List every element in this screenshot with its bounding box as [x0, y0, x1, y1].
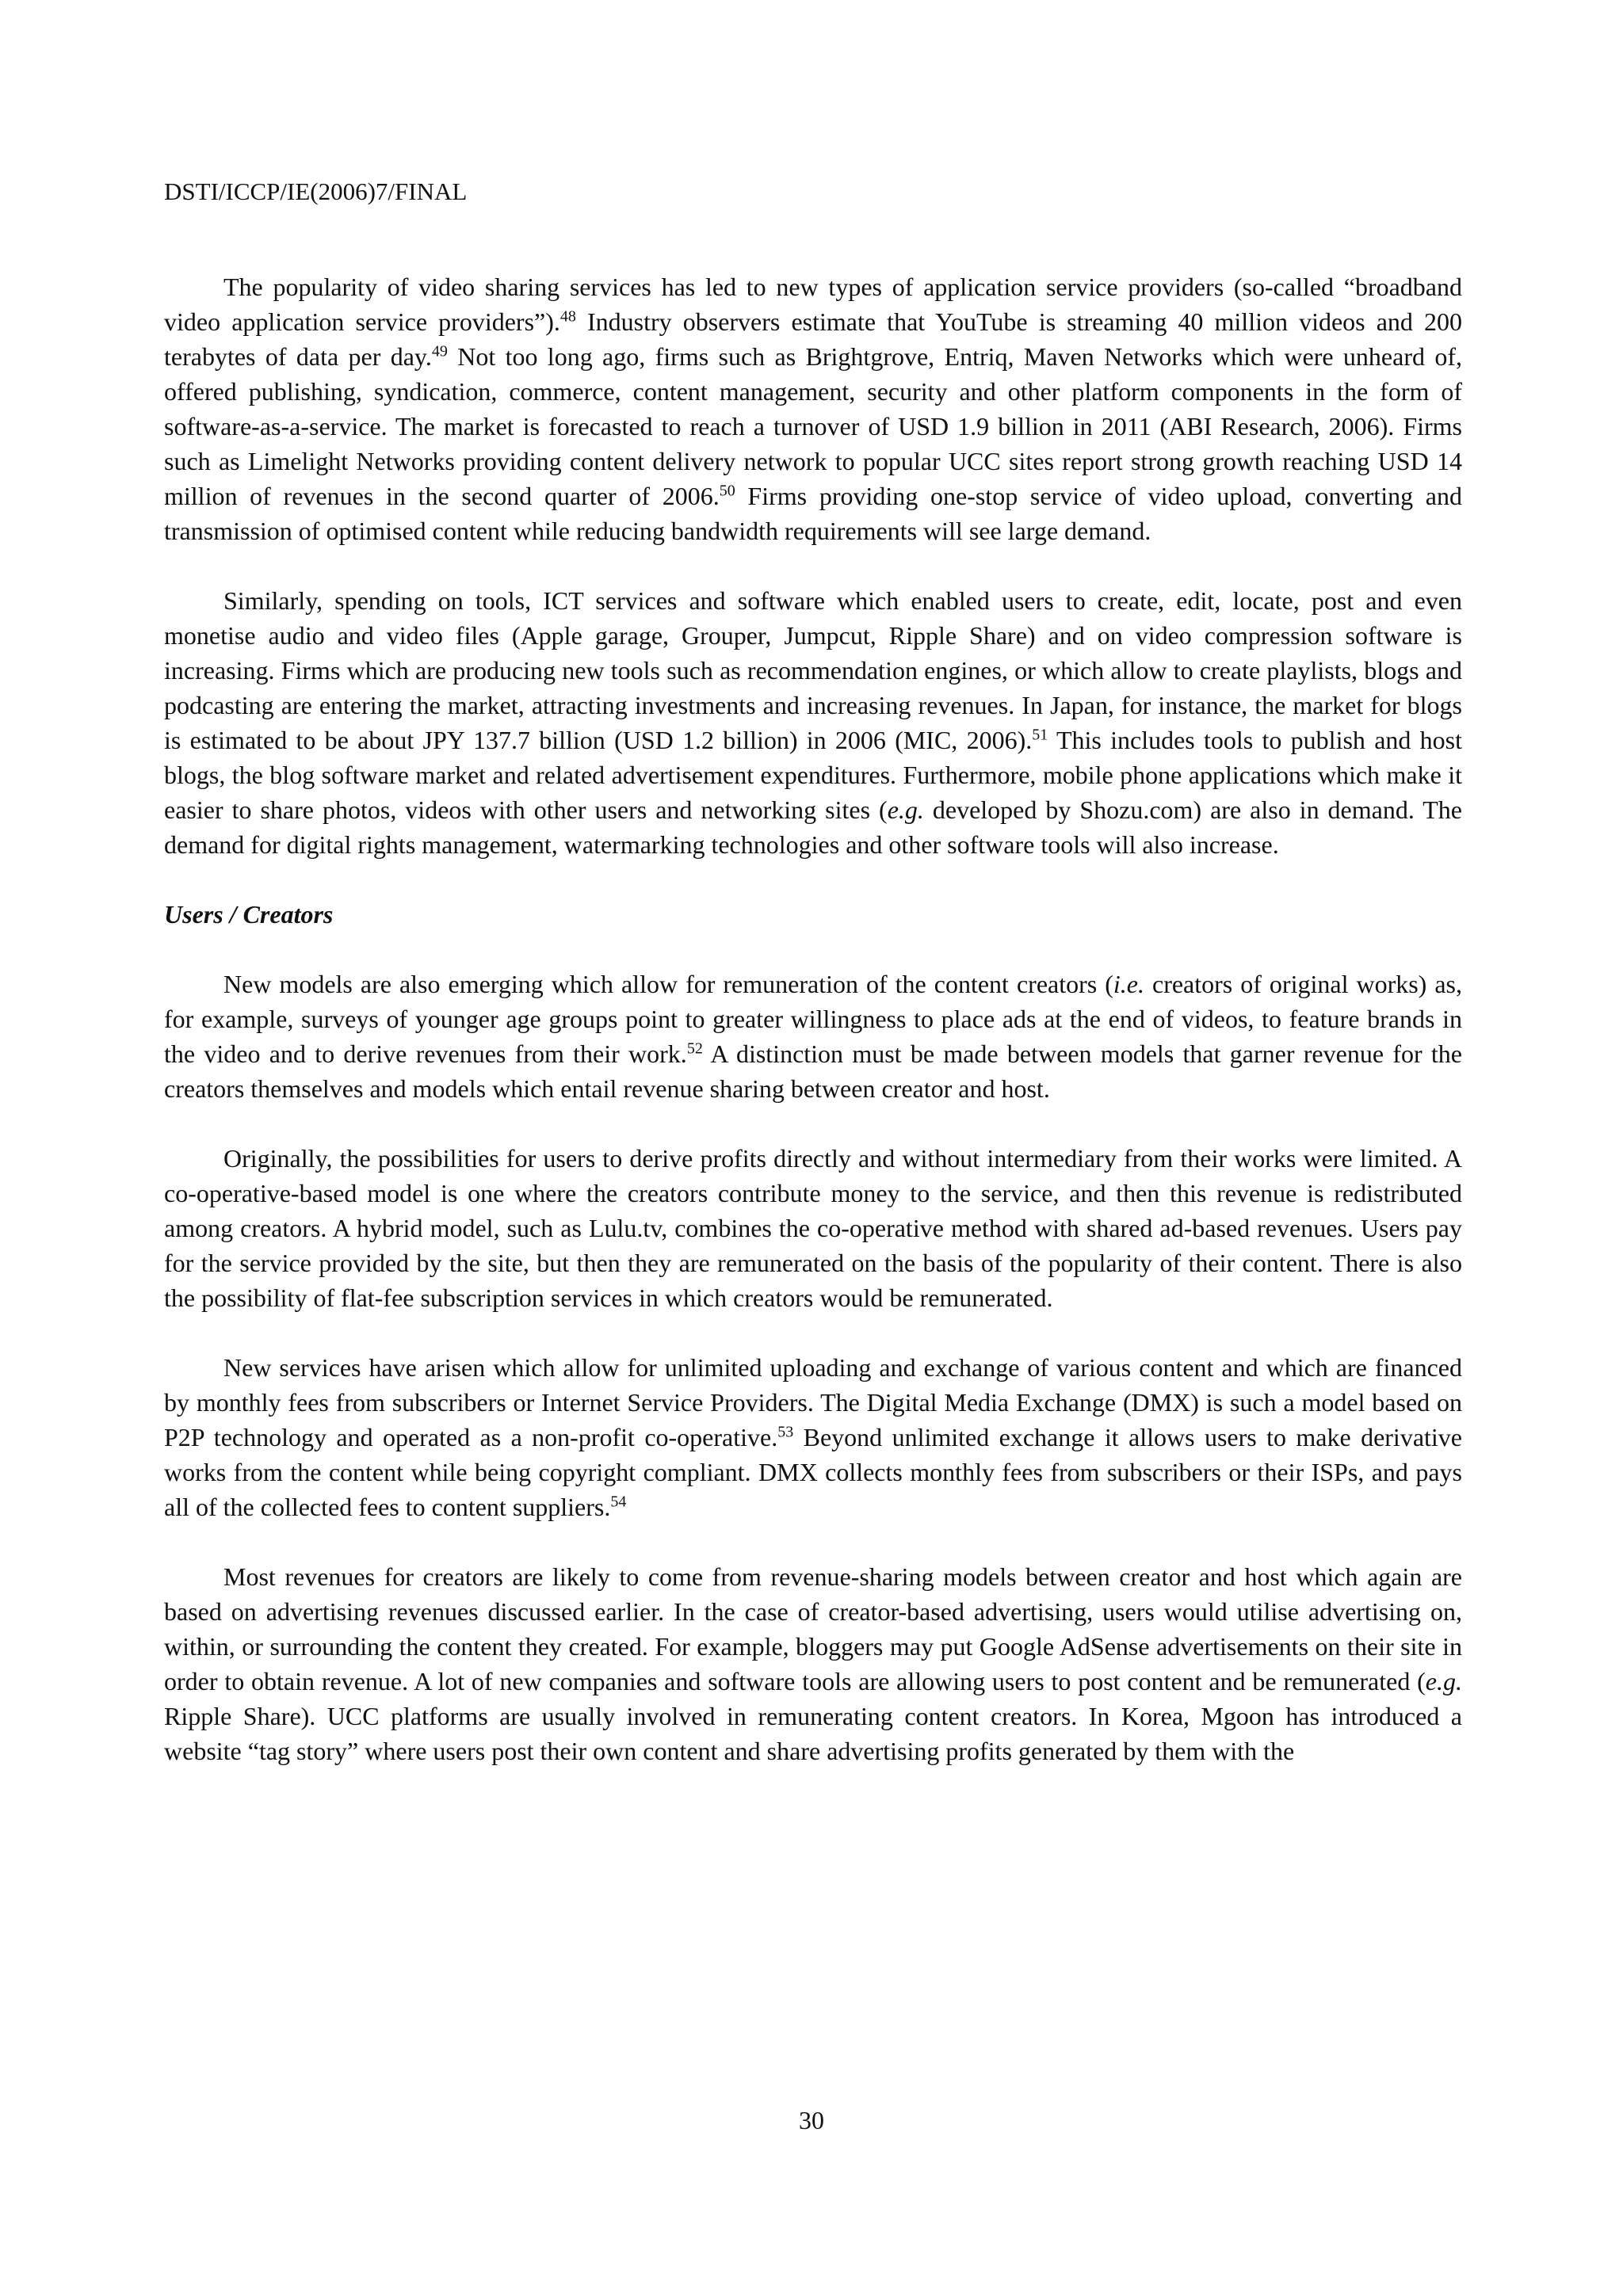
paragraph-dmx-services — [164, 1350, 1462, 1524]
paragraph-tools-spending — [164, 583, 1462, 862]
text-run: New models are also emerging which allow for remuneration of the content creators ( — [223, 970, 1113, 998]
text-run: creators of original works) as, for example, surveys of younger age groups point to greater willingness to place ads at the end of videos, to feature brands in the video and to derive revenues from their work. — [164, 970, 1463, 1068]
document-code-header: DSTI/ICCP/IE(2006)7/FINAL — [164, 177, 468, 205]
section-heading-users-creators: Users / Creators — [164, 900, 334, 929]
text-run: Firms providing one-stop service of video upload, converting and transmission of optimised content while reducing bandwidth requirements will see large demand. — [164, 482, 1463, 545]
text-run: Originally, the possibilities for users to derive profits directly and without intermediary from their works were limited. A co-operative-based model is one where the creators contribute money to the service, and then this revenue is redistributed among creators. A hybrid model, such as Lulu.tv, combines the co-operative method with shared ad-based revenues. Users pay for the service provided by the site, but then they are remunerated on the basis of the popularity of their content. There is also the possibility of flat-fee subscription services in which creators would be remunerated. — [164, 1144, 1462, 1312]
text-run: Most revenues for creators are likely to come from revenue-sharing models between creator and host which again are based on advertising revenues discussed earlier. In the case of creator-based advertising, users would utilise advertising on, within, or surrounding the content they created. For example, bloggers may put Google AdSense advertisements on their site in order to obtain revenue. A lot of new companies and software tools are allowing users to post content and be remunerated ( — [164, 1562, 1462, 1695]
footnote-ref-52[interactable]: 52 — [686, 1039, 703, 1058]
body-text — [164, 269, 1462, 1803]
paragraph-video-sharing — [164, 269, 1462, 548]
text-run: Not too long ago, firms such as Brightgrove, Entriq, Maven Networks which were unheard of, offered publishing, syndication, commerce, content management, security and other platform components in the form of software-as-a-service. The market is forecasted to reach a turnover of USD 1.9 billion in 2011 (ABI Research, 2006). Firms such as Limelight Networks providing content delivery network to popular UCC sites report strong growth reaching USD 14 million of revenues in the second quarter of 2006. — [164, 342, 1463, 510]
footnote-ref-50[interactable]: 50 — [719, 482, 735, 500]
text-run: Beyond unlimited exchange it allows users to make derivative works from the content while being copyright compliant. DMX collects monthly fees from subscribers or their ISPs, and pays all of the collected fees to content suppliers. — [164, 1423, 1463, 1521]
text-run: Similarly, spending on tools, ICT services and software which enabled users to create, edit, locate, post and even monetise audio and video files (Apple garage, Grouper, Jumpcut, Ripple Share) and on video compression software is increasing. Firms which are producing new tools such as recommendation engines, or which allow to create playlists, blogs and podcasting are entering the market, attracting investments and increasing revenues. In Japan, for instance, the market for blogs is estimated to be about JPY 137.7 billion (USD 1.2 billion) in 2006 (MIC, 2006). — [164, 586, 1462, 754]
text-run: Industry observers estimate that YouTube is streaming 40 million videos and 200 terabytes of data per day. — [164, 307, 1463, 371]
text-run: The popularity of video sharing services has led to new types of application service providers (so-called “broadband video application service providers”). — [164, 273, 1462, 336]
text-run: developed by Shozu.com) are also in demand. The demand for digital rights management, watermarking technologies and other software tools will also increase. — [164, 795, 1463, 859]
paragraph-cooperative-model — [164, 1141, 1462, 1315]
text-run: This includes tools to publish and host blogs, the blog software market and related advertisement expenditures. Furthermore, mobile phone applications which make it easier to share photos, videos with other users and networking sites ( — [164, 726, 1463, 824]
paragraph-remuneration-models — [164, 967, 1462, 1106]
footnote-ref-49[interactable]: 49 — [431, 342, 448, 360]
footnote-ref-48[interactable]: 48 — [559, 307, 576, 326]
emphasis-eg: e.g. — [1425, 1667, 1462, 1695]
emphasis-ie: i.e. — [1113, 970, 1144, 998]
paragraph-revenue-sharing — [164, 1559, 1462, 1768]
footnote-ref-53[interactable]: 53 — [777, 1423, 794, 1441]
footnote-ref-51[interactable]: 51 — [1032, 726, 1048, 744]
footnote-ref-54[interactable]: 54 — [610, 1493, 627, 1511]
text-run: A distinction must be made between models that garner revenue for the creators themselves and models which entail revenue sharing between creator and host. — [164, 1039, 1463, 1103]
emphasis-eg: e.g. — [887, 795, 924, 824]
text-run: Ripple Share). UCC platforms are usually involved in remunerating content creators. In Korea, Mgoon has introduced a website “tag story” where users post their own content and share advertising profits generated by them with the — [164, 1702, 1462, 1765]
page-number: 30 — [799, 2106, 824, 2134]
text-run: New services have arisen which allow for unlimited uploading and exchange of various content and which are financed by monthly fees from subscribers or Internet Service Providers. The Digital Media Exchange (DMX) is such a model based on P2P technology and operated as a non-profit co-operative. — [164, 1353, 1462, 1451]
